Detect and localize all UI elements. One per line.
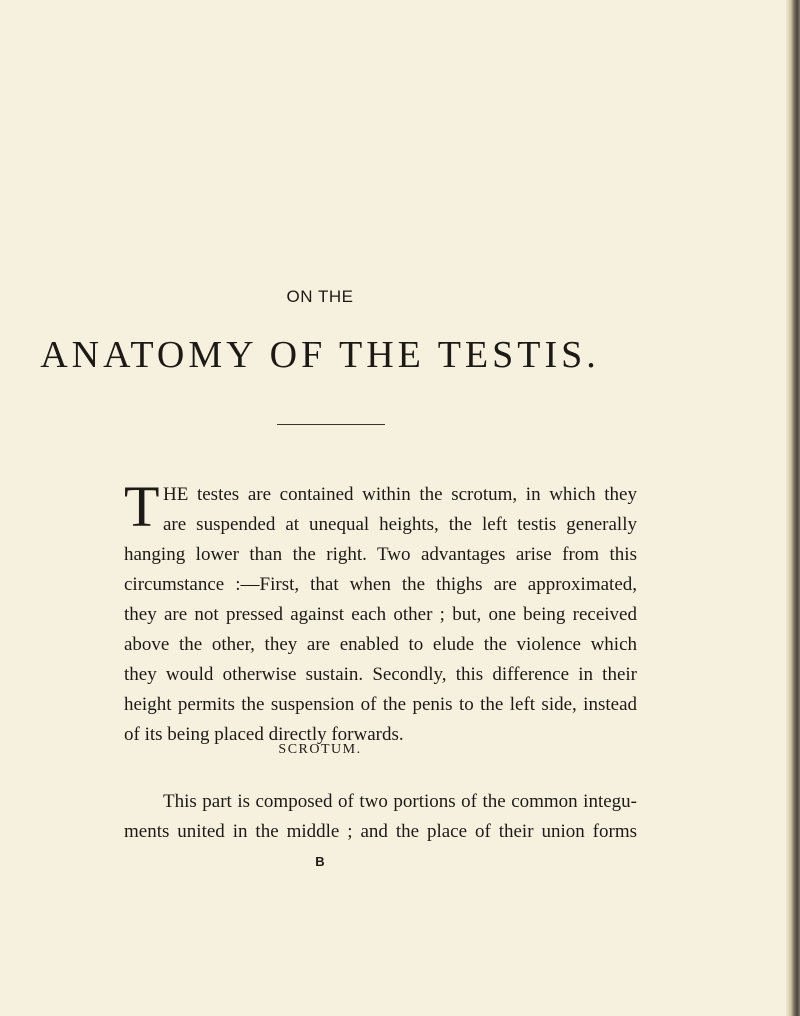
section-heading: SCROTUM. [278, 742, 362, 757]
signature-mark: B [315, 854, 325, 869]
text-line: ments united in the middle ; and the place of their union forms [124, 821, 637, 842]
text-line: they would otherwise sustain. Secondly, this difference in their [124, 664, 637, 685]
text-line: This part is composed of two portions of the common integu- [163, 791, 637, 812]
text-line: of its being placed directly forwards. [124, 724, 404, 745]
text-line: circumstance :—First, that when the thighs are approximated, [124, 574, 637, 595]
text-line: height permits the suspension of the penis to the left side, instead [124, 694, 637, 715]
text-line: above the other, they are enabled to elude the violence which [124, 634, 637, 655]
chapter-title: ANATOMY OF THE TESTIS. [40, 334, 600, 376]
text-line: HE testes are contained within the scrotum, in which they [163, 484, 637, 505]
text-line: hanging lower than the right. Two advantages arise from this [124, 544, 637, 565]
paragraph-intro [124, 474, 637, 750]
paragraph-scrotum [124, 787, 637, 847]
text-line: they are not pressed against each other ; but, one being received [124, 604, 637, 625]
page-edge [786, 0, 800, 1016]
text-line: are suspended at unequal heights, the left testis generally [163, 514, 637, 535]
drop-cap: T [124, 474, 160, 539]
pre-title: ON THE [286, 287, 354, 306]
title-rule [277, 424, 385, 425]
